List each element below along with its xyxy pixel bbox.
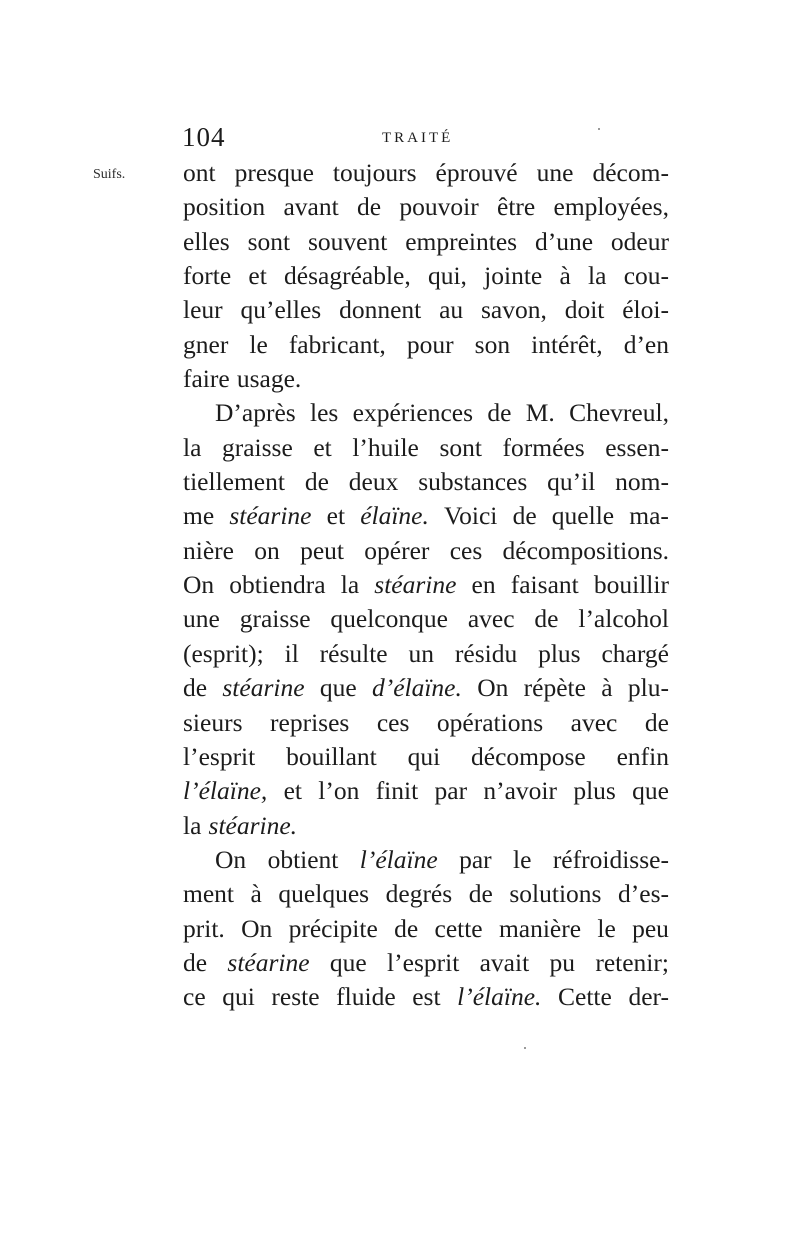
- word: ont: [183, 158, 216, 187]
- word: avait: [479, 947, 530, 977]
- word: que: [329, 947, 367, 977]
- word: expériences: [352, 398, 474, 428]
- word: jointe: [484, 261, 543, 291]
- word: au: [439, 295, 464, 325]
- word: est: [412, 982, 441, 1012]
- word: l’on: [318, 776, 360, 806]
- word: que: [632, 776, 669, 806]
- italic-word: stéarine: [222, 673, 305, 703]
- word: opérer: [364, 535, 430, 565]
- word: graisse: [239, 604, 311, 634]
- word: de: [183, 673, 208, 703]
- word: D’après: [215, 398, 296, 428]
- text-line: [183, 671, 669, 705]
- text-line: [183, 431, 669, 465]
- word: degrés: [385, 879, 453, 909]
- word: il: [284, 638, 299, 668]
- word: plu-: [627, 673, 669, 703]
- word: la: [183, 810, 202, 840]
- word: l’esprit: [387, 947, 460, 977]
- word: (esprit);: [183, 638, 264, 668]
- word: répète: [523, 673, 586, 703]
- paper-speck: [524, 1047, 526, 1049]
- paper-speck: [598, 128, 600, 130]
- word: qu’il: [547, 467, 596, 497]
- word: employées,: [553, 192, 669, 222]
- word: solutions: [509, 879, 602, 909]
- word: usage.: [236, 364, 302, 394]
- word: empreintes: [405, 226, 518, 256]
- word: On: [183, 570, 215, 600]
- italic-word: élaïne.: [360, 501, 429, 531]
- word: décompositions.: [502, 535, 669, 565]
- text-line: [183, 328, 669, 362]
- word: de: [644, 707, 669, 737]
- word: l’esprit: [183, 741, 256, 771]
- text-line: [183, 706, 669, 740]
- word: peut: [300, 535, 344, 565]
- word: forte: [183, 261, 232, 291]
- word: de: [394, 913, 419, 943]
- text-line: [183, 774, 669, 808]
- word: de: [183, 947, 208, 977]
- word: un: [408, 638, 435, 668]
- word: à: [250, 879, 262, 909]
- word: pu: [549, 947, 575, 977]
- word: et: [283, 776, 302, 806]
- word: ces: [376, 707, 410, 737]
- word: Cette: [558, 982, 612, 1012]
- word: cette: [434, 913, 483, 943]
- word: éloi-: [622, 295, 669, 325]
- word: M.: [525, 398, 555, 428]
- word: position: [183, 192, 266, 222]
- word: et: [248, 261, 267, 291]
- word: la: [183, 432, 202, 462]
- text-line: [183, 396, 669, 430]
- word: résidu: [454, 638, 518, 668]
- word: bouillant: [286, 741, 377, 771]
- word: une: [536, 158, 574, 187]
- word: chargé: [601, 638, 669, 668]
- word: presque: [234, 158, 314, 187]
- italic-word: l’élaïne: [359, 844, 438, 874]
- word: fabricant,: [288, 329, 386, 359]
- word: éprouvé: [435, 158, 518, 187]
- word: son: [474, 329, 511, 359]
- italic-word: stéarine.: [208, 810, 298, 840]
- word: la: [588, 261, 607, 291]
- word: à: [601, 673, 613, 703]
- word: résulte: [319, 638, 388, 668]
- text-line: [183, 637, 669, 671]
- word: leur: [183, 295, 223, 325]
- word: qu’elles: [240, 295, 322, 325]
- word: d’en: [623, 329, 669, 359]
- text-line: [183, 912, 669, 946]
- word: deux: [348, 467, 399, 497]
- word: plus: [573, 776, 616, 806]
- word: intérêt,: [531, 329, 603, 359]
- word: avec: [467, 604, 515, 634]
- word: désagréable,: [284, 261, 411, 291]
- word: toujours: [332, 158, 417, 187]
- text-line: [183, 362, 669, 396]
- text-line: [183, 465, 669, 499]
- text-line: [183, 877, 669, 911]
- page-number: 104: [182, 122, 226, 152]
- word: nière: [183, 535, 234, 565]
- word: bouillir: [593, 570, 669, 600]
- word: par: [434, 776, 468, 806]
- word: que: [319, 673, 357, 703]
- word: odeur: [610, 226, 669, 256]
- word: ces: [449, 535, 483, 565]
- word: et: [326, 501, 346, 531]
- text-line: [183, 534, 669, 568]
- word: Voici: [444, 501, 498, 531]
- word: de: [487, 398, 512, 428]
- word: donnent: [339, 295, 422, 325]
- italic-word: l’élaïne,: [183, 776, 268, 806]
- word: précipite: [288, 913, 378, 943]
- word: d’une: [534, 226, 594, 256]
- word: et: [313, 432, 332, 462]
- word: elles: [183, 226, 230, 256]
- text-line: [183, 740, 669, 774]
- word: avant: [283, 192, 339, 222]
- text-line: [183, 259, 669, 293]
- word: doit: [564, 295, 605, 325]
- word: enfin: [616, 741, 669, 771]
- word: qui: [222, 982, 255, 1012]
- text-line: [183, 809, 669, 843]
- word: de: [357, 192, 382, 222]
- word: prit.: [183, 913, 225, 943]
- word: décompose: [471, 741, 586, 771]
- word: On: [477, 673, 509, 703]
- word: le: [249, 329, 268, 359]
- word: On: [241, 913, 273, 943]
- word: les: [310, 398, 339, 428]
- word: d’es-: [618, 879, 669, 909]
- body-text: [183, 156, 669, 1015]
- text-line: [183, 190, 669, 224]
- italic-word: stéarine: [227, 947, 310, 977]
- text-line: [183, 980, 669, 1014]
- word: ment: [183, 879, 234, 909]
- word: quelconque: [330, 604, 448, 634]
- word: ce: [183, 982, 206, 1012]
- word: obtiendra: [229, 570, 326, 600]
- word: on: [254, 535, 280, 565]
- word: réfroidisse-: [552, 844, 669, 874]
- word: finit: [375, 776, 419, 806]
- word: substances: [418, 467, 528, 497]
- word: faisant: [510, 570, 579, 600]
- word: l’alcohol: [578, 604, 669, 634]
- text-line: [183, 225, 669, 259]
- word: essen-: [605, 432, 669, 462]
- word: pouvoir: [399, 192, 479, 222]
- word: On: [215, 844, 247, 874]
- word: à: [559, 261, 571, 291]
- word: de: [468, 879, 493, 909]
- word: der-: [628, 982, 669, 1012]
- text-line: [183, 946, 669, 980]
- margin-note: Suifs.: [93, 167, 126, 182]
- word: fluide: [336, 982, 396, 1012]
- word: de: [534, 604, 559, 634]
- word: faire: [183, 364, 230, 394]
- word: souvent: [308, 226, 388, 256]
- word: quelle: [551, 501, 615, 531]
- page-header: [182, 122, 672, 152]
- italic-word: d’élaïne.: [371, 673, 462, 703]
- word: obtient: [267, 844, 339, 874]
- word: qui: [407, 741, 441, 771]
- word: de: [512, 501, 537, 531]
- text-line: [183, 568, 669, 602]
- italic-word: stéarine: [229, 501, 312, 531]
- italic-word: l’élaïne.: [457, 982, 542, 1012]
- word: reprises: [270, 707, 350, 737]
- word: nom-: [615, 467, 669, 497]
- word: plus: [538, 638, 581, 668]
- word: sont: [439, 432, 482, 462]
- word: formées: [502, 432, 585, 462]
- word: pour: [406, 329, 454, 359]
- word: retenir;: [595, 947, 669, 977]
- word: sont: [247, 226, 291, 256]
- word: avec: [570, 707, 618, 737]
- word: Chevreul,: [569, 398, 669, 428]
- word: cou-: [623, 261, 669, 291]
- text-line: [183, 156, 669, 190]
- word: opérations: [436, 707, 544, 737]
- word: reste: [271, 982, 320, 1012]
- text-line: [183, 293, 669, 327]
- word: quelques: [278, 879, 370, 909]
- text-line: [183, 843, 669, 877]
- word: tiellement: [183, 467, 285, 497]
- word: en: [471, 570, 496, 600]
- word: me: [183, 501, 215, 531]
- word: l’huile: [352, 432, 419, 462]
- word: le: [597, 913, 616, 943]
- word: manière: [498, 913, 582, 943]
- word: le: [513, 844, 532, 874]
- word: la: [340, 570, 360, 600]
- word: par: [459, 844, 492, 874]
- word: graisse: [221, 432, 293, 462]
- word: décom-: [592, 158, 669, 187]
- word: sieurs: [183, 707, 243, 737]
- word: qui,: [427, 261, 467, 291]
- running-head: TRAITÉ: [382, 130, 454, 146]
- word: peu: [632, 913, 669, 943]
- word: être: [497, 192, 536, 222]
- word: une: [183, 604, 220, 634]
- word: gner: [183, 329, 229, 359]
- word: n’avoir: [483, 776, 558, 806]
- word: de: [304, 467, 329, 497]
- text-line: [183, 499, 669, 533]
- text-line: [183, 602, 669, 636]
- italic-word: stéarine: [374, 570, 457, 600]
- word: ma-: [629, 501, 669, 531]
- word: savon,: [481, 295, 547, 325]
